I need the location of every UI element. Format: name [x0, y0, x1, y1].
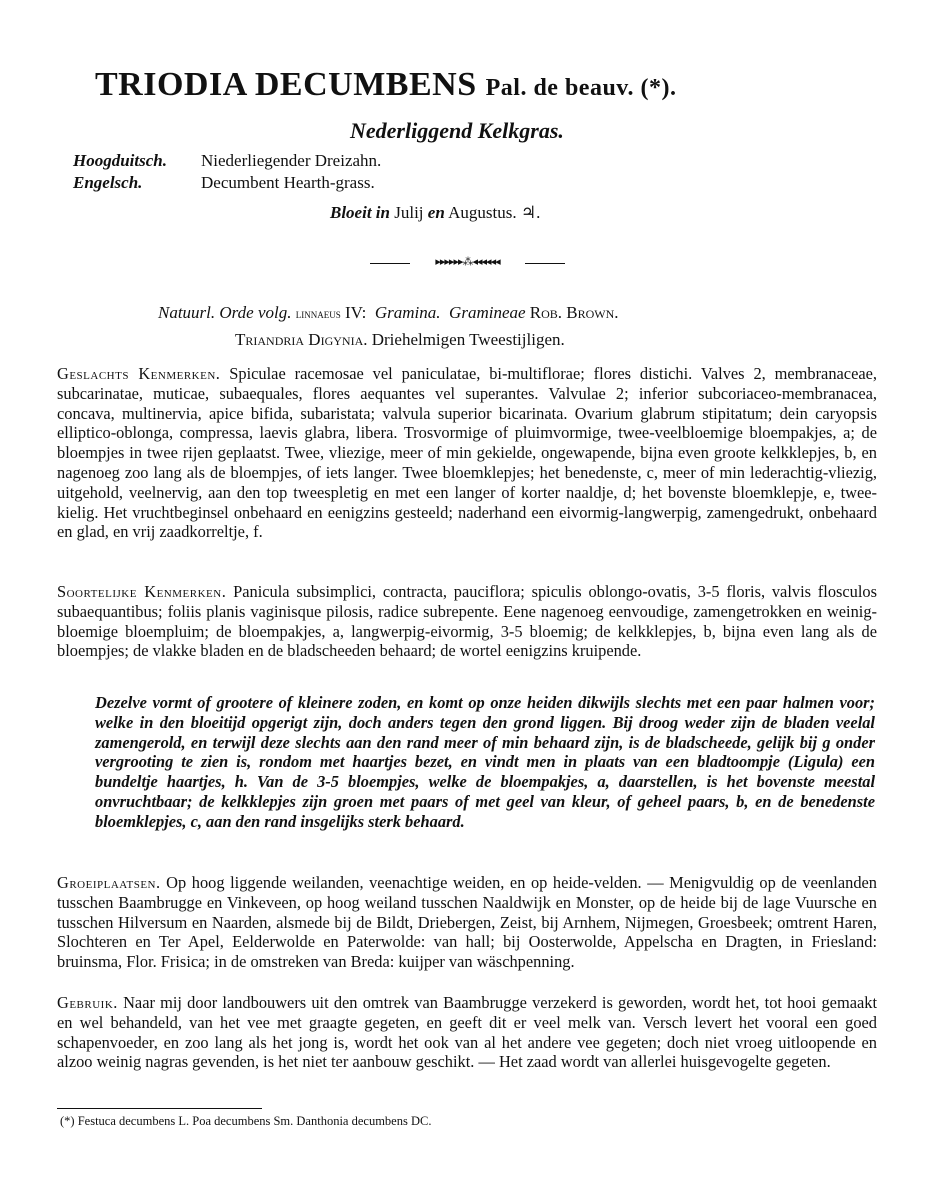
flowering-month-2: Augustus. — [448, 203, 517, 222]
flowering-line — [330, 203, 540, 223]
flowering-month-1: Julij — [394, 203, 424, 222]
section-text: Naar mij door landbouwers uit den omtrek van Baambrugge verzekerd is geworden, wordt het, tot hooi gemaakt en wel behandeld, van het vee met graagte gegeten, en geeft dit er veel melk van. Versch levert het vooral een goed schapenvoeder, en zoo lang als het jong is, wordt het ook van al het andere vee gegeten; doch niet vroeg uitloopende en alzoo weinig nagras gevenden, is het niet ter aanbouw geschikt. — Het zaad wordt van allerlei huisgevogelte gegeten. — [57, 993, 877, 1072]
classification-line-2 — [235, 330, 565, 350]
flowering-label: Bloeit in — [330, 203, 390, 222]
order-label: Natuurl. Orde volg. — [158, 303, 292, 322]
dutch-name: Nederliggend Kelkgras. — [350, 118, 564, 143]
section-text: Op hoog liggende weilanden, veenachtige weiden, en op heide-velden. — Menigvuldig op de veenlanden tusschen Baambrugge en Vinkeveen, op hoog weiland tusschen Naaldwijk en Monster, op de heide bij de lage Vuursche en tusschen Hilversum en Naarden, alsmede bij de Bildt, Driebergen, Zeist, bij Arnhem, Nijmegen, Groesbeek; omtrent Haren, Slochteren en Ter Apel, Eelderwolde en Paterwolde: van hall; bij Oosterwolde, Appelscha en Dragten, in Friesland: bruinsma, Flor. Frisica; in de omstreken van Breda: kuijper van wäschpenning. — [57, 873, 877, 972]
flowering-conj: en — [427, 203, 445, 222]
section-heading: Groeiplaatsen. — [57, 873, 161, 892]
section-genus-characters — [57, 364, 877, 542]
order-name: Gramina. — [374, 303, 441, 322]
order-number: IV: — [344, 303, 367, 322]
title-author: Pal. — [485, 75, 527, 101]
ornament-divider — [370, 255, 565, 271]
perennial-symbol-icon: ♃. — [520, 203, 541, 222]
section-text: Spiculae racemosae vel paniculatae, bi-multiflorae; flores distichi. Valves 2, membranaceae, subcarinatae, muticae, subaequales, flores aequantes vel superantes. Valvulae 2; inferior subcoriaceo-membranacea, concava, multinervia, apice bifida, subaristata; valvula superior bicarinata. Ovarium glabrum stipitatum; dein caryopsis elliptico-oblonga, compressa, laevis glabra, libera. Trosvormige of pluimvormige, twee-veelbloemige bloempakjes, a; de bloempjes in twee rijen geplaatst. Twee, vliezige, meer of min gekielde, ongewapende, bijna even groote kelkklepjes, b, en nagenoeg zoo lang als de bloempjes, of iets langer. Twee bloemklepjes; het benedenste, c, meer of min lederachtig-vliezig, uitgehold, veelnervig, aan den top tweespletig en met een langer of korter naaldje, d; het bovenste bloemklepje, e, twee-kielig. Het vruchtbeginsel onbehaard en eenigzins gesteeld; naderhand een eivormig-langwerpig, zamengedrukt, onbehaard en glad, en vrij zaadkorreltje, f. — [57, 364, 877, 542]
family-authority: Rob. Brown. — [529, 303, 619, 322]
vernacular-names — [73, 150, 381, 194]
ornament-glyphs: ▸▸▸▸▸▸⁂◂◂◂◂◂◂ — [435, 255, 500, 268]
order-authority: linnaeus — [295, 306, 341, 321]
linnaean-class: Triandria Digynia. — [235, 330, 368, 349]
linnaean-class-dutch: Driehelmigen Tweestijligen. — [371, 330, 565, 349]
section-species-characters — [57, 582, 877, 661]
family-name: Gramineae — [449, 303, 526, 322]
vernacular-row — [73, 172, 381, 194]
vernacular-lang: Hoogduitsch. — [73, 151, 167, 170]
footnote: (*) Festuca decumbens L. Poa decumbens Sm. Danthonia decumbens DC. — [60, 1114, 432, 1128]
section-heading: Gebruik. — [57, 993, 118, 1012]
footnote-rule — [57, 1108, 262, 1109]
section-heading: Soortelijke Kenmerken. — [57, 582, 227, 601]
vernacular-lang: Engelsch. — [73, 173, 143, 192]
page-title — [95, 66, 855, 104]
vernacular-row — [73, 150, 381, 172]
title-genus-species: TRIODIA DECUMBENS — [95, 66, 486, 103]
section-habitats — [57, 873, 877, 972]
ornament-line-right — [525, 263, 565, 264]
title-author-rest: de beauv. (*). — [526, 75, 677, 101]
section-heading: Geslachts Kenmerken. — [57, 364, 221, 383]
vernacular-name: Decumbent Hearth-grass. — [201, 173, 375, 192]
section-use — [57, 993, 877, 1072]
description-text: Dezelve vormt of grootere of kleinere zoden, en komt op onze heiden dikwijls slechts met een paar halmen voor; welke in den bloeitijd opgerigt zijn, doch anders tegen den grond liggen. Bij droog weder zijn de bladen veelal zamengerold, en terwijl deze slechts aan den rand meer of min behaard zijn, is de bladscheede, gelijk bij g onder vergrooting te zien is, rondom met haartjes bezet, en vindt men in plaats van een bladtoompje (Ligula) een bundeltje haartjes, h. Van de 3-5 bloempjes, welke de bloempakjes, a, daarstellen, is het bovenste meestal onvruchtbaar; de kelkklepjes zijn groen met paars of met geel van kleur, of geheel paars, b, en de benedenste bloemklepjes, c, aan den rand insgelijks sterk behaard. — [95, 693, 875, 831]
vernacular-name: Niederliegender Dreizahn. — [201, 151, 382, 170]
section-text: Panicula subsimplici, contracta, pauciflora; spiculis oblongo-ovatis, 3-5 floris, valvis flosculos subaequantibus; foliis planis vaginisque pilosis, radice subrepente. Eene nagenoeg eenvoudige, zamengetrokken en weinig-bloemige bloempluim; de bloempakjes, a, langwerpig-eivormig, 3-5 bloemig; de kelkklepjes, b, bijna even lang als de bloempjes; de vlakke bladen en de bladscheeden behaard; de wortel eenigzins kruipende. — [57, 582, 877, 661]
section-description — [95, 693, 875, 832]
ornament-line-left — [370, 263, 410, 264]
classification-line-1 — [158, 303, 619, 323]
